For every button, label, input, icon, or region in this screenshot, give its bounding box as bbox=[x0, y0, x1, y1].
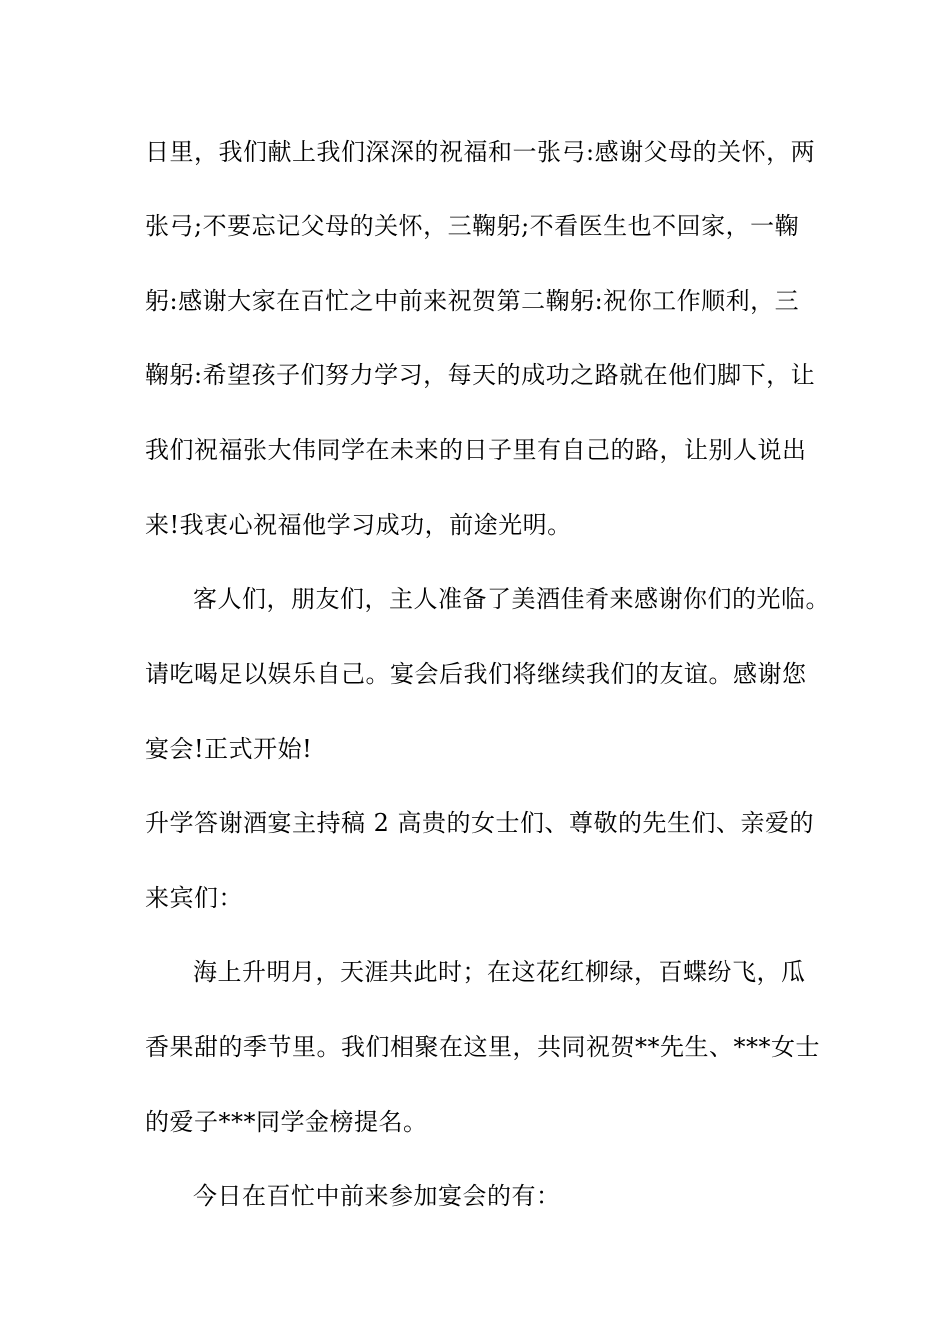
text-line: 我们祝福张大伟同学在未来的日子里有自己的路，让别人说出 bbox=[145, 436, 807, 464]
text-line: 的爱子***同学金榜提名。 bbox=[145, 1108, 428, 1136]
text-line: 来!我衷心祝福他学习成功，前途光明。 bbox=[145, 511, 572, 539]
section-heading-line: 升学答谢酒宴主持稿 2 高贵的女士们、尊敬的先生们、亲爱的 bbox=[145, 809, 815, 837]
paragraph-start-line: 客人们，朋友们，主人准备了美酒佳肴来感谢你们的光临。 bbox=[193, 585, 830, 613]
text-line: 来宾们： bbox=[145, 884, 243, 912]
text-line: 躬:感谢大家在百忙之中前来祝贺第二鞠躬:祝你工作顺利，三 bbox=[145, 287, 800, 315]
text-line: 日里，我们献上我们深深的祝福和一张弓:感谢父母的关怀，两 bbox=[145, 138, 816, 166]
paragraph-start-line: 海上升明月，天涯共此时；在这花红柳绿，百蝶纷飞，瓜 bbox=[193, 958, 806, 986]
text-line: 请吃喝足以娱乐自己。宴会后我们将继续我们的友谊。感谢您 bbox=[145, 660, 807, 688]
text-line: 张弓;不要忘记父母的关怀，三鞠躬;不看医生也不回家，一鞠 bbox=[145, 212, 800, 240]
text-line: 宴会!正式开始! bbox=[145, 735, 313, 763]
paragraph-start-line: 今日在百忙中前来参加宴会的有： bbox=[193, 1182, 561, 1210]
text-line: 香果甜的季节里。我们相聚在这里，共同祝贺**先生、***女士 bbox=[145, 1033, 820, 1061]
text-line: 鞠躬:希望孩子们努力学习，每天的成功之路就在他们脚下，让 bbox=[145, 361, 816, 389]
